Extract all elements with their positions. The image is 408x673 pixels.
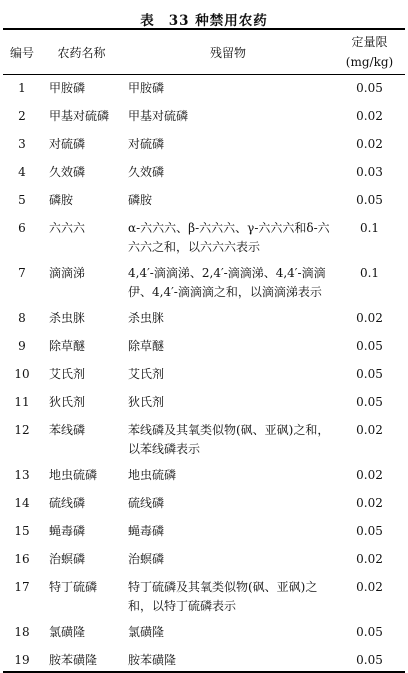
pesticide-name: 久效磷	[49, 165, 86, 179]
residue: 除草醚	[128, 339, 165, 353]
quantification-limit: 0.02	[356, 311, 383, 325]
table-row	[3, 187, 405, 215]
pesticide-name: 蝇毒磷	[49, 524, 86, 538]
pesticide-name: 滴滴涕	[49, 266, 86, 280]
residue: 氯磺隆	[128, 625, 165, 639]
residue: 狄氏剂	[128, 395, 165, 409]
header-name: 农药名称	[41, 29, 122, 75]
pesticide-name: 对硫磷	[49, 137, 86, 151]
residue: 久效磷	[128, 165, 165, 179]
row-number: 17	[14, 580, 30, 594]
quantification-limit: 0.1	[359, 221, 380, 235]
table-row	[3, 389, 405, 417]
pesticide-name: 磷胺	[49, 193, 74, 207]
quantification-limit: 0.03	[356, 165, 383, 179]
residue: 4,4′-滴滴涕、2,4′-滴滴涕、4,4′-滴滴伊、4,4′-滴滴滴之和，以滴滴涕表示	[128, 266, 326, 299]
row-number: 13	[14, 468, 30, 482]
row-number: 7	[18, 266, 26, 280]
row-number: 2	[18, 109, 26, 123]
residue: 甲基对硫磷	[128, 109, 189, 123]
row-number: 4	[18, 165, 26, 179]
residue: 地虫硫磷	[128, 468, 177, 482]
table-body	[3, 75, 405, 673]
residue: 蝇毒磷	[128, 524, 165, 538]
row-number: 8	[18, 311, 26, 325]
header-residue: 残留物	[122, 29, 334, 75]
table-row	[3, 417, 405, 462]
quantification-limit: 0.05	[356, 81, 383, 95]
row-number: 14	[14, 496, 30, 510]
header-limit	[334, 29, 405, 75]
pesticide-name: 甲胺磷	[49, 81, 86, 95]
quantification-limit: 0.02	[356, 109, 383, 123]
table-title-text: 33 种禁用农药	[168, 13, 268, 29]
row-number: 5	[18, 193, 26, 207]
pesticide-name: 艾氏剂	[49, 367, 86, 381]
pesticide-name: 氯磺隆	[49, 625, 86, 639]
pesticide-name: 除草醚	[49, 339, 86, 353]
row-number: 9	[18, 339, 26, 353]
table-row	[3, 215, 405, 260]
pesticide-name: 甲基对硫磷	[49, 109, 110, 123]
header-limit-line2: (mg/kg)	[345, 55, 394, 69]
row-number: 3	[18, 137, 26, 151]
table-title	[0, 9, 408, 29]
header-limit-line1: 定量限	[351, 35, 388, 49]
quantification-limit: 0.02	[356, 137, 383, 151]
table-row	[3, 462, 405, 490]
residue: 苯线磷及其氧类似物(砜、亚砜)之和，以苯线磷表示	[128, 423, 330, 456]
residue: 胺苯磺隆	[122, 647, 334, 672]
table-row	[3, 333, 405, 361]
row-number: 11	[14, 395, 30, 409]
header-no: 编号	[3, 29, 41, 75]
pesticide-name: 杀虫脒	[49, 311, 86, 325]
quantification-limit: 0.02	[356, 468, 383, 482]
row-number: 19	[3, 647, 41, 672]
table-header-row	[3, 29, 405, 75]
banned-pesticides-table	[3, 28, 405, 673]
quantification-limit: 0.02	[356, 580, 383, 594]
table-row	[3, 619, 405, 647]
table-row	[3, 305, 405, 333]
pesticide-name: 地虫硫磷	[49, 468, 98, 482]
pesticide-name: 硫线磷	[49, 496, 86, 510]
table-row	[3, 574, 405, 619]
residue: 磷胺	[128, 193, 153, 207]
pesticide-name: 胺苯磺隆	[41, 647, 122, 672]
residue: 艾氏剂	[128, 367, 165, 381]
residue: 硫线磷	[128, 496, 165, 510]
pesticide-name: 治螟磷	[49, 552, 86, 566]
row-number: 12	[14, 423, 30, 437]
pesticide-name: 狄氏剂	[49, 395, 86, 409]
residue: α-六六六、β-六六六、γ-六六六和δ-六六六之和，以六六六表示	[128, 221, 330, 254]
quantification-limit: 0.05	[356, 625, 383, 639]
quantification-limit: 0.05	[356, 524, 383, 538]
pesticide-name: 苯线磷	[49, 423, 86, 437]
quantification-limit: 0.05	[334, 647, 405, 672]
quantification-limit: 0.05	[356, 367, 383, 381]
table-row	[3, 647, 405, 672]
table-row	[3, 546, 405, 574]
residue: 对硫磷	[128, 137, 165, 151]
table-row	[3, 75, 405, 104]
row-number: 6	[18, 221, 26, 235]
table-row	[3, 518, 405, 546]
quantification-limit: 0.02	[356, 496, 383, 510]
quantification-limit: 0.05	[356, 395, 383, 409]
row-number: 15	[14, 524, 30, 538]
residue: 杀虫脒	[128, 311, 165, 325]
quantification-limit: 0.02	[356, 552, 383, 566]
table-row	[3, 159, 405, 187]
row-number: 16	[14, 552, 30, 566]
table-row	[3, 361, 405, 389]
pesticide-name: 六六六	[49, 221, 86, 235]
residue: 特丁硫磷及其氧类似物(砜、亚砜)之和，以特丁硫磷表示	[128, 580, 318, 613]
pesticide-name: 特丁硫磷	[49, 580, 98, 594]
quantification-limit: 0.02	[356, 423, 383, 437]
quantification-limit: 0.05	[356, 339, 383, 353]
row-number: 1	[18, 81, 26, 95]
row-number: 18	[14, 625, 30, 639]
residue: 甲胺磷	[128, 81, 165, 95]
quantification-limit: 0.1	[359, 266, 380, 280]
quantification-limit: 0.05	[356, 193, 383, 207]
residue: 治螟磷	[128, 552, 165, 566]
table-row	[3, 103, 405, 131]
table-row	[3, 260, 405, 305]
table-row	[3, 490, 405, 518]
table-title-label: 表	[140, 13, 155, 29]
table-row	[3, 131, 405, 159]
row-number: 10	[14, 367, 30, 381]
